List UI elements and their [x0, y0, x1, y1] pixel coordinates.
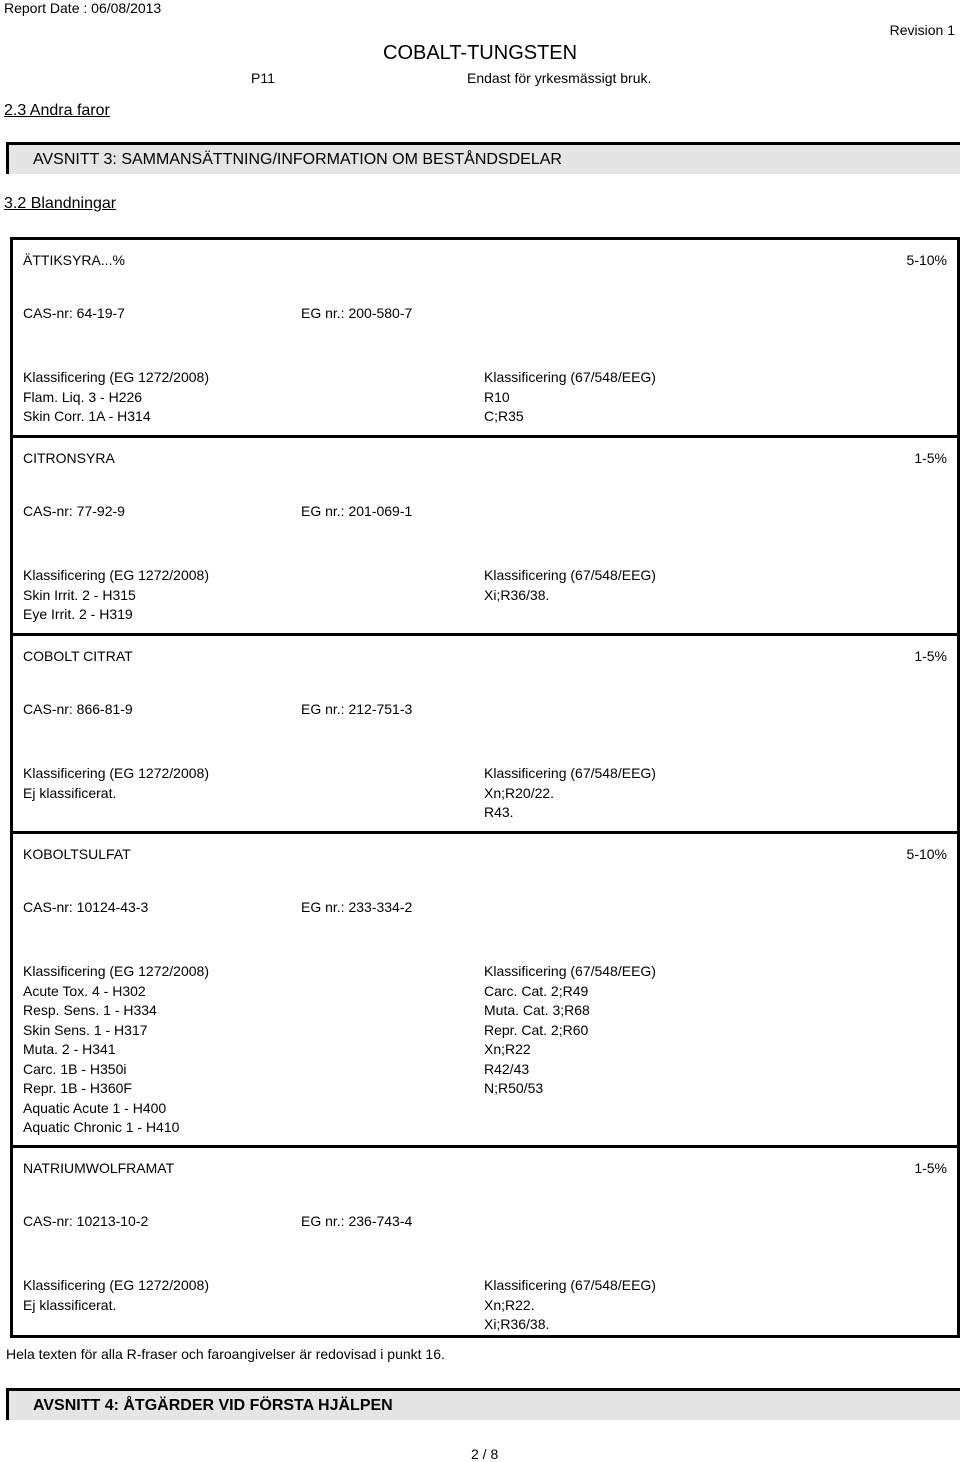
classification-line: Muta. 2 - H341 [23, 1041, 116, 1057]
classification-line: Skin Corr. 1A - H314 [23, 408, 151, 424]
subsection-3-2-heading: 3.2 Blandningar [4, 195, 117, 212]
component-name: KOBOLTSULFAT [23, 846, 131, 862]
classification-line: Resp. Sens. 1 - H334 [23, 1002, 157, 1018]
dsd-classification [484, 566, 656, 605]
classification-line: Klassificering (67/548/EEG) [484, 963, 656, 979]
classification-line: Eye Irrit. 2 - H319 [23, 606, 133, 622]
classification-line: Klassificering (67/548/EEG) [484, 567, 656, 583]
classification-line: Klassificering (67/548/EEG) [484, 1277, 656, 1293]
classification-line: Xn;R22. [484, 1296, 535, 1313]
eg-number: EG nr.: 201-069-1 [301, 503, 413, 519]
component-concentration: 1-5% [914, 648, 947, 664]
report-date: Report Date : 06/08/2013 [4, 0, 162, 16]
classification-line: Klassificering (EG 1272/2008) [23, 567, 209, 583]
classification-line: Skin Irrit. 2 - H315 [23, 586, 136, 603]
component-concentration: 1-5% [914, 1160, 947, 1176]
component-block [10, 633, 960, 831]
classification-line: C;R35 [484, 408, 524, 424]
classification-line: N;R50/53 [484, 1080, 544, 1096]
classification-line: Repr. Cat. 2;R60 [484, 1021, 589, 1038]
cas-number: CAS-nr: 866-81-9 [23, 701, 133, 717]
component-name: NATRIUMWOLFRAMAT [23, 1160, 175, 1176]
classification-line: R42/43 [484, 1060, 530, 1077]
dsd-classification [484, 368, 656, 427]
classification-line: Repr. 1B - H360F [23, 1080, 132, 1096]
component-block [10, 831, 960, 1145]
product-name: COBALT-TUNGSTEN [383, 42, 578, 64]
section-3-title: AVSNITT 3: SAMMANSÄTTNING/INFORMATION OM BESTÅNDSDELAR [33, 151, 562, 168]
cas-number: CAS-nr: 10124-43-3 [23, 899, 149, 915]
usage-note: Endast för yrkesmässigt bruk. [467, 70, 652, 86]
component-block [10, 237, 960, 435]
classification-line: Muta. Cat. 3;R68 [484, 1002, 590, 1018]
cas-number: CAS-nr: 10213-10-2 [23, 1213, 149, 1229]
classification-line: R10 [484, 388, 510, 405]
clp-classification [23, 962, 209, 1138]
classification-line: Klassificering (EG 1272/2008) [23, 765, 209, 781]
classification-line: Carc. 1B - H350i [23, 1060, 127, 1077]
component-concentration: 1-5% [914, 450, 947, 466]
eg-number: EG nr.: 236-743-4 [301, 1213, 413, 1229]
clp-classification [23, 764, 209, 803]
classification-line: Klassificering (67/548/EEG) [484, 369, 656, 385]
classification-line: Xi;R36/38. [484, 1316, 550, 1332]
classification-line: Klassificering (EG 1272/2008) [23, 369, 209, 385]
eg-number: EG nr.: 200-580-7 [301, 305, 413, 321]
classification-line: Ej klassificerat. [23, 784, 117, 801]
dsd-classification [484, 764, 656, 823]
component-concentration: 5-10% [906, 252, 947, 268]
classification-line: Xn;R22 [484, 1041, 531, 1057]
classification-line: Aquatic Chronic 1 - H410 [23, 1119, 180, 1135]
revision-label: Revision 1 [889, 22, 955, 38]
classification-line: Skin Sens. 1 - H317 [23, 1021, 148, 1038]
component-name: CITRONSYRA [23, 450, 115, 466]
component-name: ÄTTIKSYRA...% [23, 252, 125, 268]
component-block [10, 1145, 960, 1338]
r-phrases-footnote: Hela texten för alla R-fraser och faroangivelser är redovisad i punkt 16. [6, 1346, 445, 1362]
classification-line: Xn;R20/22. [484, 784, 555, 801]
cas-number: CAS-nr: 64-19-7 [23, 305, 125, 321]
classification-line: Ej klassificerat. [23, 1296, 117, 1313]
classification-line: Klassificering (EG 1272/2008) [23, 963, 209, 979]
eg-number: EG nr.: 233-334-2 [301, 899, 413, 915]
classification-line: Flam. Liq. 3 - H226 [23, 388, 143, 405]
classification-line: Acute Tox. 4 - H302 [23, 982, 146, 999]
section-3-bar [6, 142, 960, 174]
page-number: 2 / 8 [471, 1446, 499, 1462]
classification-line: Klassificering (67/548/EEG) [484, 765, 656, 781]
cas-number: CAS-nr: 77-92-9 [23, 503, 125, 519]
component-concentration: 5-10% [906, 846, 947, 862]
eg-number: EG nr.: 212-751-3 [301, 701, 413, 717]
clp-classification [23, 1276, 209, 1315]
product-code: P11 [251, 70, 275, 86]
clp-classification [23, 566, 209, 625]
classification-line: Carc. Cat. 2;R49 [484, 982, 589, 999]
dsd-classification [484, 1276, 656, 1335]
section-4-title: AVSNITT 4: ÅTGÄRDER VID FÖRSTA HJÄLPEN [33, 1397, 393, 1414]
dsd-classification [484, 962, 656, 1099]
classification-line: Xi;R36/38. [484, 586, 550, 603]
component-name: COBOLT CITRAT [23, 648, 133, 664]
section-4-bar [6, 1388, 960, 1420]
classification-line: Klassificering (EG 1272/2008) [23, 1277, 209, 1293]
classification-line: R43. [484, 804, 514, 820]
clp-classification [23, 368, 209, 427]
subsection-2-3-heading: 2.3 Andra faror [4, 102, 110, 119]
component-block [10, 435, 960, 633]
classification-line: Aquatic Acute 1 - H400 [23, 1099, 167, 1116]
